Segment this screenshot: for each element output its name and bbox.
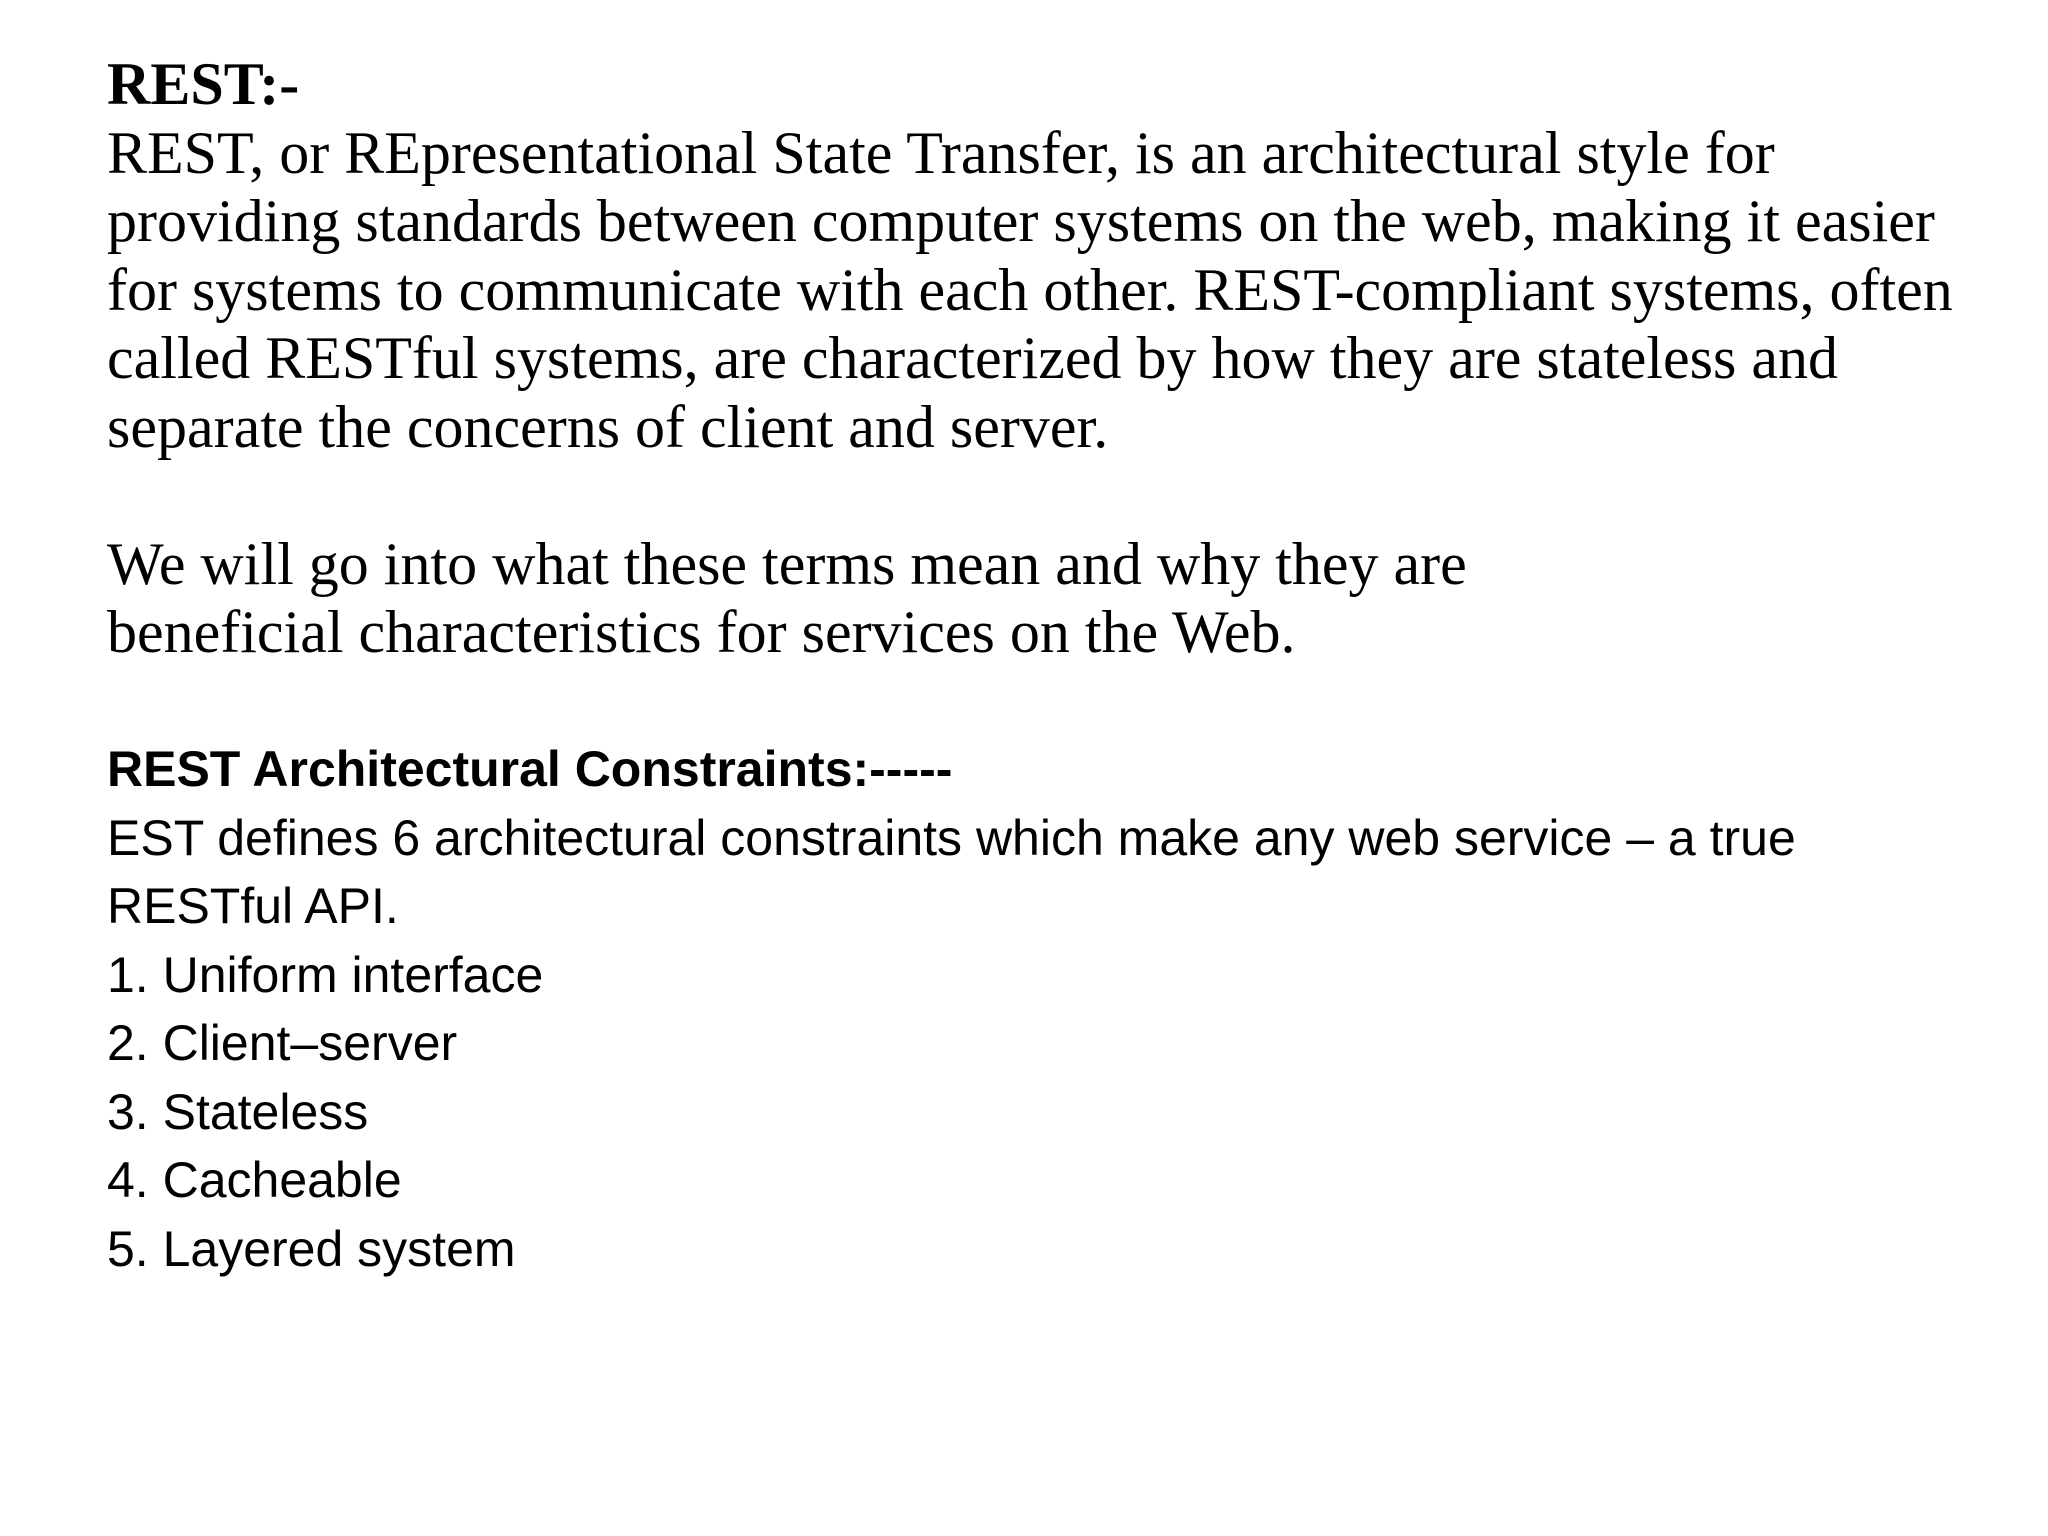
rest-followup-paragraph: We will go into what these terms mean and why they are beneficial characteristics for services on the Web. [107,530,1467,665]
document-page [107,50,2007,1283]
rest-definition-paragraph: REST, or REpresentational State Transfer, is an architectural style for providing standards between computer systems on the web, making it easier for systems to communicate with each other. REST-compliant systems, often called RESTful systems, are characterized by how they are stateless and separate the concerns of client and server. [107,119,1953,460]
list-item: 1. Uniform interface [107,946,544,1003]
spacer [107,461,2007,530]
constraints-intro: EST defines 6 architectural constraints which make any web service – a true RESTful API. [107,809,1796,934]
list-item: 5. Layered system [107,1220,516,1277]
list-item: 2. Client–server [107,1015,458,1071]
rest-heading: REST:- [107,51,300,117]
spacer [107,667,2007,736]
list-item: 3. Stateless [107,1083,369,1140]
constraints-heading: REST Architectural Constraints:----- [107,741,953,797]
constraints-list [107,941,2007,1284]
list-item: 4. Cacheable [107,1152,402,1208]
